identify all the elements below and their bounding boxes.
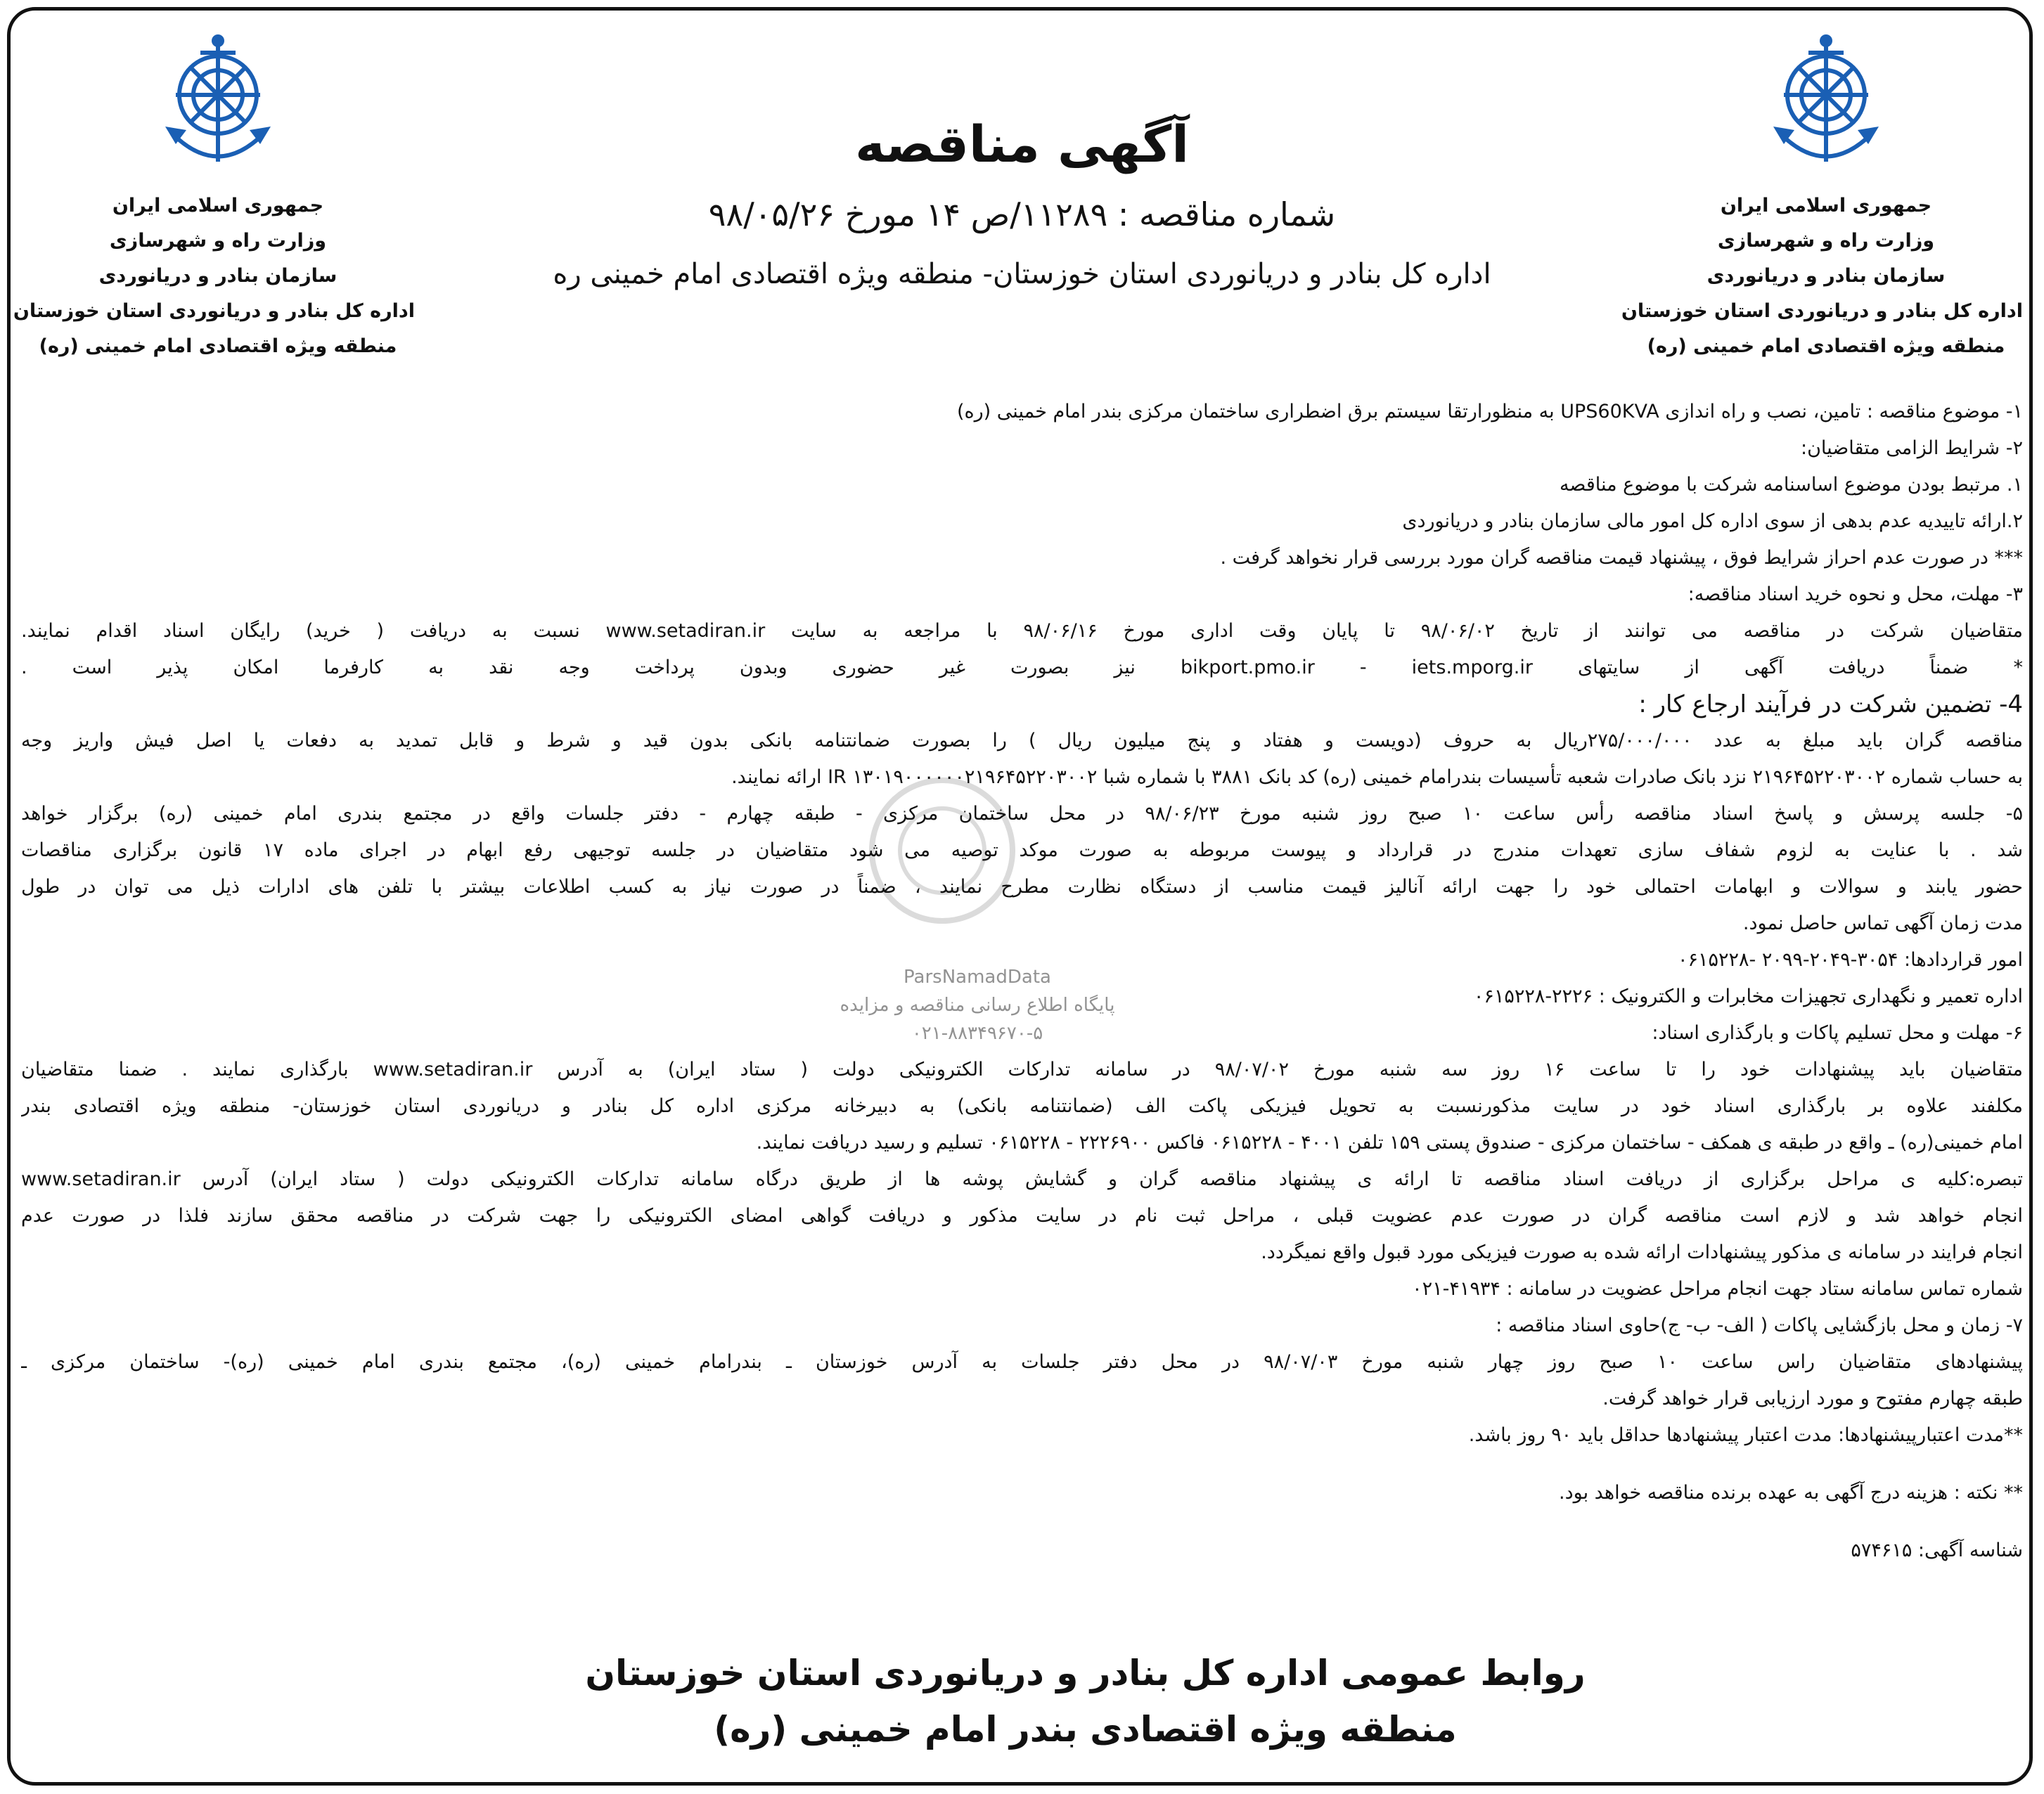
page-title: آگهی مناقصه [855, 115, 1189, 174]
organization-line: اداره کل بنادر و دریانوردی استان خوزستان- منطقه ویژه اقتصادی امام خمینی ره [553, 258, 1491, 290]
paragraph-line: مکلفند علاوه بر بارگذاری اسناد خود در سایت مذکورنسبت به تحویل فیزیکی پاکت الف (ضمانتنامه بانکی) به دبیرخانه مرکزی اداره کل بنادر و دریانوردی استان خوزستان- منطقه ویژه اقتصادی بندر [21, 1095, 2023, 1117]
footer-line-1: روابط عمومی اداره کل بنادر و دریانوردی استان خوزستان [585, 1653, 1586, 1693]
paragraph-line: انجام فرایند در سامانه ی مذکور پیشنهادات ارائه شده به صورت فیزیکی مورد قبول واقع نمیگردد. [1261, 1241, 2023, 1263]
requirement-item: ۱. مرتبط بودن موضوع اساسنامه شرکت با موضوع مناقصه [1559, 474, 2023, 496]
paragraph-line: انجام خواهد شد و لازم است مناقصه گران در صورت عدم عضویت قبلی ، مراحل ثبت نام در سایت مذکور و دریافت گواهی امضای الکترونیکی را جهت شرکت در مناقصه محقق سازند فلذا در صورت عدم [21, 1205, 2023, 1227]
org-line: منطقه ویژه اقتصادی امام خمینی (ره) [39, 335, 397, 357]
setad-contact: شماره تماس سامانه ستاد جهت انجام مراحل عضویت در سامانه : ۴۱۹۳۴-۰۲۱ [1412, 1278, 2023, 1300]
paragraph-line: به حساب شماره ۲۱۹۶۴۵۲۲۰۳۰۰۲ نزد بانک صادرات شعبه تأسیسات بندرامام خمینی (ره) کد بانک ۳۸۸۱ با شماره شبا IR ۱۳۰۱۹۰۰۰۰۰۰۲۱۹۶۴۵۲۲۰۳۰۰۲ ارائه نمایند. [731, 766, 2023, 788]
paragraph-line: حضور یابند و سوالات و ابهامات احتمالی خود را جهت ارائه آنالیز قیمت مناسب از دستگاه نظارت مطرح نمایند ، ضمناً در صورت نیاز به کسب اطلاعات بیشتر با تلفن های ادارات ذیل می توان در طول [21, 876, 2023, 898]
watermark-line: پایگاه اطلاع رسانی مناقصه و مزایده [840, 995, 1115, 1016]
watermark-brand: ParsNamadData [904, 967, 1051, 988]
footer [0, 1645, 2044, 1757]
org-block-right [1621, 28, 2023, 364]
item-requirements-heading: ۲- شرایط الزامی متقاضیان: [1801, 437, 2023, 459]
paragraph-line: پیشنهادهای متقاضیان راس ساعت ۱۰ صبح روز چهار شنبه مورخ ۹۸/۰۷/۰۳ در محل دفتر جلسات به آدرس خوزستان ـ بندرامام خمینی (ره)، مجتمع بندری امام خمینی (ره)- ساختمان مرکزی ـ [21, 1351, 2023, 1373]
paragraph-line: * ضمناً دریافت آگهی از سایتهای bikport.pmo.ir - iets.mporg.ir نیز بصورت غیر حضوری وبدون پرداخت وجه نقد به کارفرما امکان پذیر است . [21, 657, 2023, 678]
requirement-note: *** در صورت عدم احراز شرایط فوق ، پیشنهاد قیمت مناقصه گران مورد بررسی قرار نخواهد گرفت . [1220, 547, 2023, 569]
paragraph-line: امام خمینی(ره) ـ واقع در طبقه ی همکف - ساختمان مرکزی - صندوق پستی ۱۵۹ تلفن ۴۰۰۱ - ۰۶۱۵۲۲۸ فاکس ۲۲۲۶۹۰۰ - ۰۶۱۵۲۲۸ تسلیم و رسید دریافت نمایند. [756, 1132, 2023, 1154]
org-block-left [13, 28, 415, 364]
contact-contracts: امور قراردادها: ۳۰۵۴-۲۰۴۹-۲۰۹۹ -۰۶۱۵۲۲۸ [1678, 949, 2023, 971]
paragraph-line: مدت زمان آگهی تماس حاصل نمود. [1742, 912, 2023, 934]
item-guarantee-heading: 4- تضمین شرکت در فرآیند ارجاع کار : [1638, 690, 2023, 718]
paragraph-line: متقاضیان باید پیشنهادات خود را تا ساعت ۱۶ روز سه شنبه مورخ ۹۸/۰۷/۰۲ در سامانه تدارکات الکترونیکی دولت ( ستاد ایران) به آدرس www.setadiran.ir بارگذاری نمایند . ضمنا متقاضیان [21, 1059, 2023, 1080]
header [13, 28, 2023, 394]
org-line: جمهوری اسلامی ایران [1720, 195, 1932, 217]
item-subject: ۱- موضوع مناقصه : تامین، نصب و راه اندازی UPS60KVA به منظورارتقا سیستم برق اضطراری ساختمان مرکزی بندر امام خمینی (ره) [956, 401, 2023, 422]
cost-note: ** نکته : هزینه درج آگهی به عهده برنده مناقصه خواهد بود. [1559, 1482, 2023, 1504]
ad-id: شناسه آگهی: ۵۷۴۶۱۵ [1851, 1540, 2023, 1561]
footer-line-2: منطقه ویژه اقتصادی بندر امام خمینی (ره) [714, 1709, 1457, 1750]
paragraph-line: متقاضیان شرکت در مناقصه می توانند از تاریخ ۹۸/۰۶/۰۲ تا پایان وقت اداری مورخ ۹۸/۰۶/۱۶ با مراجعه به سایت www.setadiran.ir نسبت به دریافت ( خرید) رایگان اسناد اقدام نمایند. [21, 620, 2023, 642]
ports-organization-logo-icon [155, 28, 281, 183]
item-submission-heading: ۶- مهلت و محل تسلیم پاکات و بارگذاری اسناد: [1652, 1022, 2023, 1044]
tender-body [21, 394, 2023, 1569]
org-line: منطقه ویژه اقتصادی امام خمینی (ره) [1647, 335, 2005, 357]
paragraph-line: ۵- جلسه پرسش و پاسخ اسناد مناقصه رأس ساعت ۱۰ صبح روز شنبه مورخ ۹۸/۰۶/۲۳ در محل ساختمان مرکزی - طبقه چهارم - دفتر جلسات واقع در مجتمع بندری امام خمینی (ره) برگزار خواهد [21, 803, 2023, 825]
org-line: وزارت راه و شهرسازی [1717, 230, 1935, 252]
tender-number: شماره مناقصه : ۱۱۲۸۹/ص ۱۴ مورخ ۹۸/۰۵/۲۶ [708, 195, 1336, 233]
requirement-item: ۲.ارائه تاییدیه عدم بدهی از سوی اداره کل امور مالی سازمان بنادر و دریانوردی [1402, 510, 2023, 532]
org-line: سازمان بنادر و دریانوردی [1706, 265, 1946, 287]
org-line: اداره کل بنادر و دریانوردی استان خوزستان [1621, 300, 2023, 322]
watermark-phone: ۰۲۱-۸۸۳۴۹۶۷۰-۵ [911, 1023, 1043, 1044]
item-deadline-heading: ۳- مهلت، محل و نحوه خرید اسناد مناقصه: [1688, 583, 2023, 605]
org-line: اداره کل بنادر و دریانوردی استان خوزستان [13, 300, 415, 322]
contact-maintenance: اداره تعمیر و نگهداری تجهیزات مخابرات و الکترونیک : ۲۲۲۶-۰۶۱۵۲۲۸ [1473, 986, 2023, 1007]
paragraph-line: طبقه چهارم مفتوح و مورد ارزیابی قرار خواهد گرفت. [1602, 1388, 2023, 1409]
item-opening-heading: ۷- زمان و محل بازگشایی پاکات ( الف- ب- ج)حاوی اسناد مناقصه : [1496, 1315, 2023, 1336]
paragraph-line: مناقصه گران باید مبلغ به عدد ۲۷۵/۰۰۰/۰۰۰ریال به حروف (دویست و هفتاد و پنج میلیون ریال ) را بصورت ضمانتنامه بانکی بدون قید و شرط و قابل تمدید به دفعات یا اصل فیش واریز وجه [21, 730, 2023, 751]
ports-organization-logo-icon [1763, 28, 1889, 183]
title-block [415, 112, 1629, 302]
org-line: جمهوری اسلامی ایران [112, 195, 324, 217]
paragraph-line: تبصره:کلیه ی مراحل برگزاری از دریافت اسناد مناقصه تا ارائه ی پیشنهاد مناقصه گران و گشایش پوشه ها از طریق درگاه سامانه تدارکات الکترونیکی دولت ( ستاد ایران) آدرس www.setadiran.ir [21, 1168, 2023, 1190]
org-line: وزارت راه و شهرسازی [109, 230, 327, 252]
validity-note: **مدت اعتبارپیشنهادها: مدت اعتبار پیشنهادها حداقل باید ۹۰ روز باشد. [1468, 1424, 2023, 1446]
org-line: سازمان بنادر و دریانوردی [98, 265, 338, 287]
paragraph-line: شد . با عنایت به لزوم شفاف سازی تعهدات مندرج در قرارداد و پیوست مربوطه به صورت موکد توصیه می شود متقاضیان در جلسه توجیهی رفع ابهام در اجرای ماده ۱۷ قانون برگزاری مناقصات [21, 839, 2023, 861]
